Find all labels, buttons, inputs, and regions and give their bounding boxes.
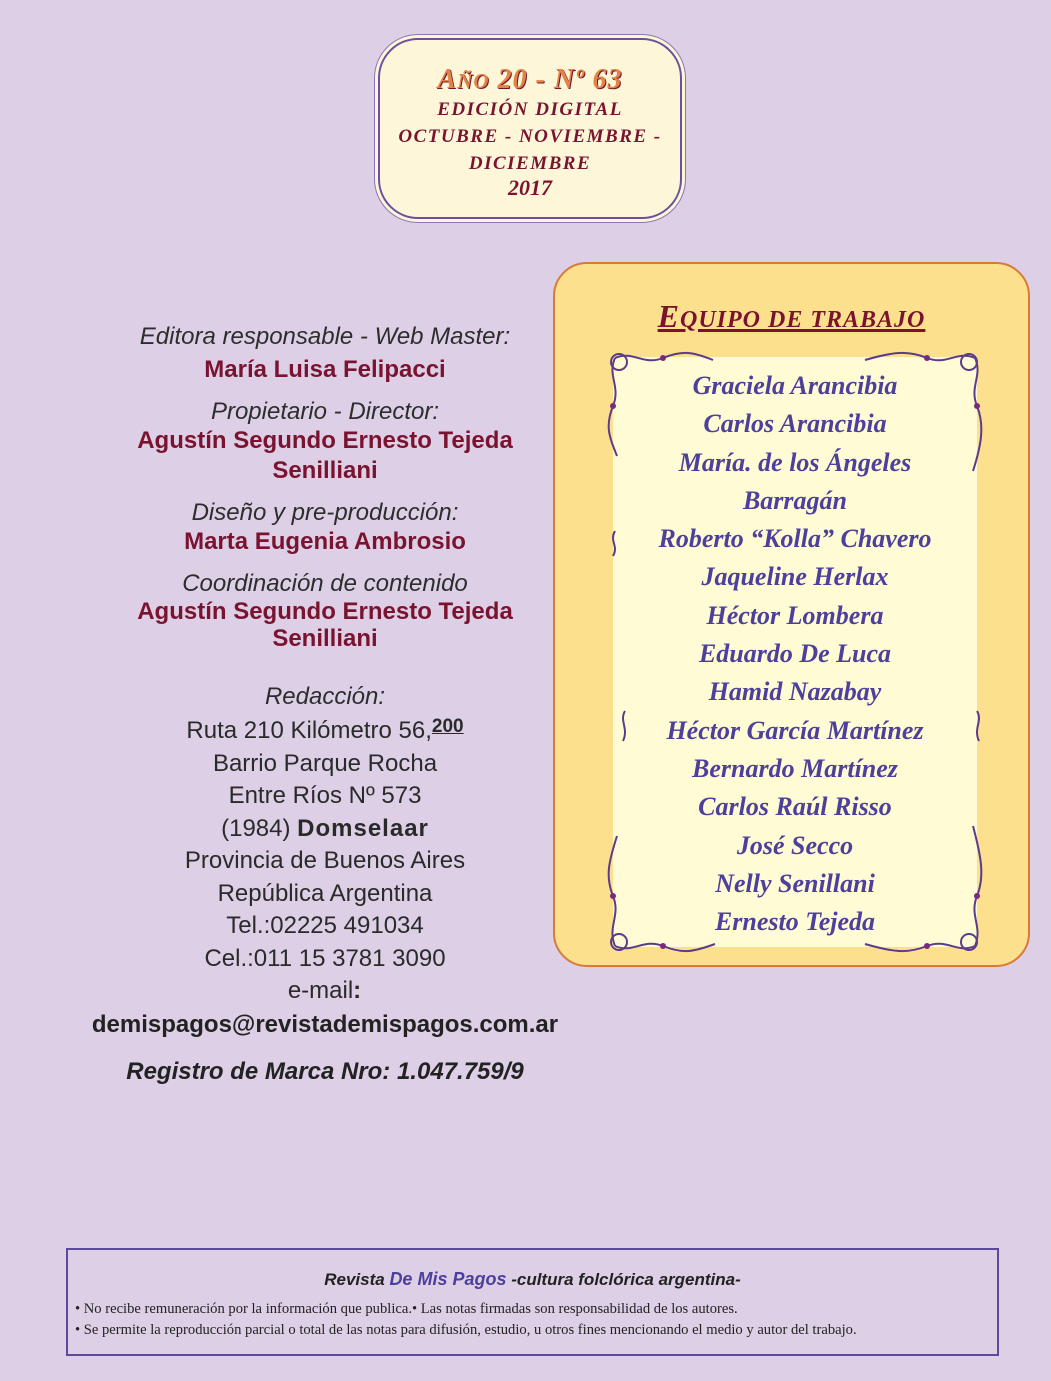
cellphone: Cel.:011 15 3781 3090 (204, 944, 446, 972)
team-member: María. de los Ángeles (678, 447, 912, 477)
team-member: Carlos Raúl Risso (698, 792, 892, 822)
footer-note-2: • Se permite la reproducción parcial o total de las notas para difusión, estudio, u otros fines mencionando el medio y autor del trabajo. (75, 1322, 857, 1338)
coordination-name-1: Agustín Segundo Ernesto Tejeda (137, 598, 513, 625)
address-superscript: 200 (431, 716, 464, 737)
email-label-text: e-mail (287, 977, 354, 1004)
address-city-line (60, 813, 590, 846)
team-member: Nelly Senillani (715, 868, 875, 898)
address-street: Ruta 210 Kilómetro 56, (186, 717, 432, 744)
email-address[interactable]: demispagos@revistademispagos.com.ar (91, 1010, 559, 1038)
team-member: José Secco (736, 830, 854, 860)
trademark-registration: Registro de Marca Nro: 1.047.759/9 (126, 1057, 524, 1085)
address-line-2: Barrio Parque Rocha (212, 749, 438, 777)
editor-role: Editora responsable - Web Master: (139, 323, 511, 350)
team-member: Roberto “Kolla” Chavero (658, 524, 932, 554)
footer-box (66, 1248, 999, 1356)
team-member: Héctor Lombera (706, 600, 884, 630)
team-panel (553, 262, 1030, 967)
postal-code: (1984) (221, 814, 298, 842)
email-label-colon: : (353, 977, 363, 1004)
city-name: Domselaar (297, 814, 429, 842)
issue-smallcaps: ÑO (457, 69, 490, 93)
team-member: Eduardo De Luca (698, 639, 892, 669)
owner-role: Propietario - Director: (210, 398, 440, 425)
issue-number: 20 - Nº 63 (489, 64, 623, 95)
issue-year: 2017 (508, 175, 552, 200)
team-member: Bernardo Martínez (692, 753, 898, 783)
footer-revista: Revista (324, 1270, 390, 1289)
team-member: Graciela Arancibia (692, 371, 898, 400)
redaccion-role: Redacción: (264, 683, 386, 710)
address-line-3: Entre Ríos Nº 573 (228, 782, 422, 809)
team-member: Jaqueline Herlax (701, 562, 889, 592)
team-member: Carlos Arancibia (703, 409, 887, 439)
footer-title (68, 1269, 997, 1290)
issue-line (380, 64, 680, 96)
editor-name: María Luisa Felipacci (204, 356, 446, 383)
team-title-rest: QUIPO DE TRABAJO (679, 307, 926, 333)
edition-label: EDICIÓN DIGITAL (437, 99, 623, 120)
footer-tagline: -cultura folclórica argentina- (506, 1270, 741, 1289)
email-label (60, 975, 590, 1008)
team-member: Barragán (742, 485, 848, 515)
address-province: Provincia de Buenos Aires (184, 847, 466, 874)
telephone: Tel.:02225 491034 (226, 912, 424, 939)
team-members (613, 367, 977, 941)
coordination-role: Coordinación de contenido (182, 570, 468, 597)
months-line-2: DICIEMBRE (468, 153, 592, 174)
team-member: Héctor García Martínez (666, 715, 924, 745)
footer-note-1: • No recibe remuneración por la información que publica.• Las notas firmadas son responsabilidad de los autores. (75, 1301, 738, 1317)
address-country: República Argentina (217, 879, 433, 907)
design-name: Marta Eugenia Ambrosio (184, 528, 466, 555)
footer-brand: De Mis Pagos (389, 1269, 507, 1289)
credits-column (60, 322, 590, 1086)
owner-name-2: Senilliani (272, 457, 378, 484)
team-title-initial: E (657, 298, 680, 334)
team-title (555, 298, 1028, 335)
months-line-1: OCTUBRE - NOVIEMBRE - (398, 126, 662, 147)
team-member: Ernesto Tejeda (714, 907, 876, 937)
design-role: Diseño y pre-producción: (191, 499, 459, 526)
issue-badge (378, 38, 682, 219)
team-member: Hamid Nazabay (708, 677, 882, 707)
owner-name-1: Agustín Segundo Ernesto Tejeda (137, 427, 513, 454)
issue-prefix: A (437, 64, 458, 95)
coordination-name-2: Senilliani (272, 625, 378, 652)
address-line-1 (60, 711, 590, 748)
